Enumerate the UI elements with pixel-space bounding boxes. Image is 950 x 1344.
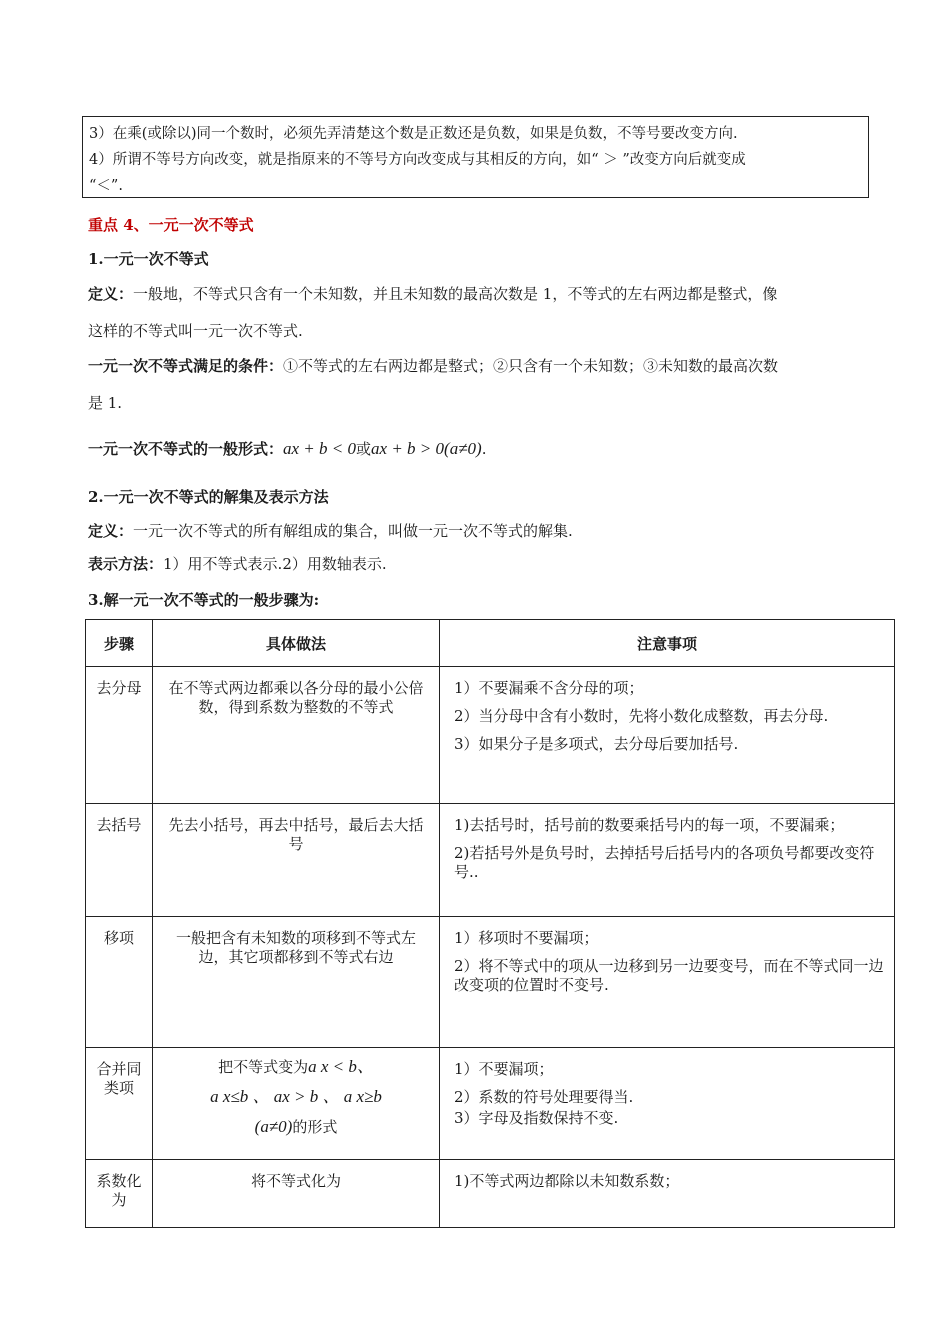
form-expr-1: ax + b < 0 bbox=[283, 439, 357, 458]
method-cell: 一般把含有未知数的项移到不等式左边，其它项都移到不等式右边 bbox=[153, 917, 440, 1048]
step-cell: 移项 bbox=[86, 917, 153, 1048]
s1-cond-label: 一元一次不等式满足的条件： bbox=[88, 357, 284, 375]
s1-def-text1: 一般地，不等式只含有一个未知数，并且未知数的最高次数是 1，不等式的左右两边都是整式，像 bbox=[133, 285, 778, 303]
s1-def-label: 定义： bbox=[88, 285, 134, 303]
s2-method-text: 1）用不等式表示.2）用数轴表示. bbox=[163, 555, 387, 573]
note-item: 1）移项时不要漏项； bbox=[454, 929, 599, 947]
header-method: 具体做法 bbox=[153, 620, 440, 667]
notes-cell bbox=[440, 917, 895, 1048]
note-item: 1）不要漏乘不含分母的项； bbox=[454, 679, 644, 697]
s2-def-label: 定义： bbox=[88, 522, 134, 540]
method-cell bbox=[153, 1048, 440, 1160]
note-3: 3）在乘(或除以)同一个数时，必须先弄清楚这个数是正数还是负数，如果是负数，不等号要改变方向. bbox=[89, 126, 738, 142]
notes-cell bbox=[440, 1160, 895, 1228]
method-line3-expr: (a≠0) bbox=[254, 1117, 293, 1136]
steps-table bbox=[85, 619, 895, 1228]
table-row bbox=[86, 917, 895, 1048]
s1-def-text2: 这样的不等式叫一元一次不等式. bbox=[88, 322, 303, 340]
method-cell: 将不等式化为 bbox=[153, 1160, 440, 1228]
note-item: 2）当分母中含有小数时，先将小数化成整数，再去分母. bbox=[454, 707, 829, 725]
method-line1-expr: a x < b、 bbox=[308, 1057, 374, 1076]
form-end: . bbox=[481, 440, 487, 458]
s1-form-label: 一元一次不等式的一般形式： bbox=[88, 440, 284, 458]
method-line1-text: 把不等式变为 bbox=[218, 1058, 309, 1076]
table-row bbox=[86, 667, 895, 804]
table-row bbox=[86, 1160, 895, 1228]
note-item: 2）系数的符号处理要得当. bbox=[454, 1088, 634, 1106]
table-row bbox=[86, 1048, 895, 1160]
note-item: 1）不要漏项； bbox=[454, 1060, 554, 1078]
note-4-cont: “＜”. bbox=[89, 178, 123, 194]
form-cond: (a≠0) bbox=[444, 439, 482, 458]
s2-def-text: 一元一次不等式的所有解组成的集合，叫做一元一次不等式的解集. bbox=[133, 522, 573, 540]
s1-definition-line1 bbox=[88, 283, 777, 304]
step-cell: 去分母 bbox=[86, 667, 153, 804]
s1-general-form bbox=[88, 438, 486, 459]
method-cell: 先去小括号，再去中括号，最后去大括号 bbox=[153, 804, 440, 917]
header-step: 步骤 bbox=[86, 620, 153, 667]
step-cell: 去括号 bbox=[86, 804, 153, 917]
table-row bbox=[86, 804, 895, 917]
section-heading: 重点 4、一元一次不等式 bbox=[88, 216, 254, 234]
s1-conditions-line1 bbox=[88, 355, 778, 376]
note-item: 3）如果分子是多项式，去分母后要加括号. bbox=[454, 735, 739, 753]
method-line-3 bbox=[167, 1116, 425, 1138]
method-line3-text: 的形式 bbox=[292, 1118, 338, 1136]
notes-cell bbox=[440, 1048, 895, 1160]
notes-cell bbox=[440, 667, 895, 804]
step-cell: 系数化为 bbox=[86, 1160, 153, 1228]
method-line-2: a x≤b 、 ax > b 、 a x≥b bbox=[210, 1087, 382, 1106]
note-item: 2）将不等式中的项从一边移到另一边要变号，而在不等式同一边改变项的位置时不变号. bbox=[454, 957, 884, 994]
s1-title: 1.一元一次不等式 bbox=[88, 250, 209, 268]
header-notes: 注意事项 bbox=[440, 620, 895, 667]
note-item: 2)若括号外是负号时，去掉括号后括号内的各项负号都要改变符号.. bbox=[454, 844, 875, 881]
form-expr-2: ax + b > 0 bbox=[371, 439, 445, 458]
s1-cond-text2: 是 1. bbox=[88, 394, 123, 412]
s2-definition bbox=[88, 520, 573, 541]
form-or: 或 bbox=[356, 440, 372, 458]
notes-cell bbox=[440, 804, 895, 917]
note-item: 3）字母及指数保持不变. bbox=[454, 1109, 619, 1127]
step-cell: 合并同类项 bbox=[86, 1048, 153, 1160]
s2-title: 2.一元一次不等式的解集及表示方法 bbox=[88, 488, 329, 506]
note-item: 1)不等式两边都除以未知数系数； bbox=[454, 1172, 680, 1190]
s3-title: 3.解一元一次不等式的一般步骤为: bbox=[88, 591, 320, 609]
method-line-1 bbox=[167, 1056, 425, 1078]
note-item: 1)去括号时，括号前的数要乘括号内的每一项，不要漏乘； bbox=[454, 816, 845, 834]
note-4: 4）所谓不等号方向改变，就是指原来的不等号方向改变成与其相反的方向，如“ ＞ ”改变方向后就变成 bbox=[89, 152, 746, 168]
s2-method bbox=[88, 553, 387, 574]
method-cell: 在不等式两边都乘以各分母的最小公倍数，得到系数为整数的不等式 bbox=[153, 667, 440, 804]
notes-box bbox=[82, 116, 869, 198]
s1-cond-text1: ①不等式的左右两边都是整式；②只含有一个未知数；③未知数的最高次数 bbox=[283, 357, 779, 375]
s2-method-label: 表示方法： bbox=[88, 555, 164, 573]
table-header-row bbox=[86, 620, 895, 667]
